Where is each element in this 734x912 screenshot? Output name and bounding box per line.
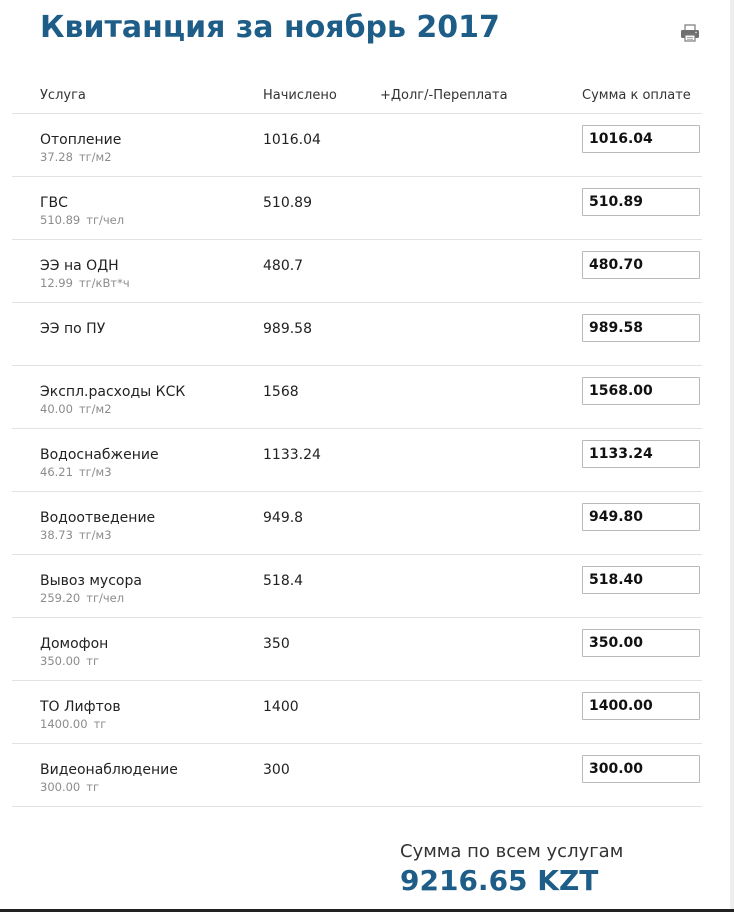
- sum-input[interactable]: [582, 755, 700, 783]
- service-name: Водоснабжение: [40, 447, 159, 463]
- table-row: [12, 177, 702, 240]
- charged-value: 1016.04: [263, 132, 321, 148]
- rate-unit: тг/м3: [78, 528, 112, 542]
- rate-unit: тг: [93, 717, 107, 731]
- charged-value: 949.8: [263, 510, 304, 526]
- charged-value: 350: [263, 636, 290, 652]
- service-name: ТО Лифтов: [40, 699, 121, 715]
- rate-value: 510.89: [40, 213, 81, 227]
- rate-unit: тг/чел: [86, 213, 125, 227]
- service-name: Отопление: [40, 132, 122, 148]
- rate-value: 1400.00: [40, 717, 88, 731]
- sum-input[interactable]: [582, 188, 700, 216]
- service-name: Видеонаблюдение: [40, 762, 178, 778]
- sum-input[interactable]: [582, 629, 700, 657]
- sum-input[interactable]: [582, 251, 700, 279]
- service-rate: [40, 213, 124, 227]
- header-service: Услуга: [40, 88, 86, 103]
- table-row: [12, 618, 702, 681]
- service-rate: [40, 717, 106, 731]
- table-row: [12, 681, 702, 744]
- rate-unit: тг: [86, 780, 99, 794]
- total-value: 9216.65 KZT: [400, 864, 599, 897]
- services-table: [12, 76, 702, 807]
- sum-input[interactable]: [582, 503, 700, 531]
- charged-value: 989.58: [263, 321, 312, 337]
- rate-value: 259.20: [40, 591, 81, 605]
- rate-value: 38.73: [40, 528, 73, 542]
- rate-value: 40.00: [40, 402, 73, 416]
- total-label: Сумма по всем услугам: [400, 841, 624, 862]
- sum-input[interactable]: [582, 125, 700, 153]
- service-rate: [40, 276, 130, 290]
- service-name: Вывоз мусора: [40, 573, 142, 589]
- rate-value: 12.99: [40, 276, 73, 290]
- rate-unit: тг/кВт*ч: [78, 276, 130, 290]
- table-row: [12, 303, 702, 366]
- sum-input[interactable]: [582, 566, 700, 594]
- page-edge: [730, 0, 734, 912]
- rate-value: 37.28: [40, 150, 73, 164]
- table-row: [12, 240, 702, 303]
- rate-unit: тг/м3: [78, 465, 112, 479]
- rate-value: 300.00: [40, 780, 81, 794]
- service-name: ЭЭ на ОДН: [40, 258, 119, 274]
- service-name: Домофон: [40, 636, 109, 652]
- charged-value: 1568: [263, 384, 299, 400]
- sum-input[interactable]: [582, 377, 700, 405]
- charged-value: 1133.24: [263, 447, 321, 463]
- service-name: ГВС: [40, 195, 68, 211]
- service-name: Водоотведение: [40, 510, 156, 526]
- charged-value: 480.7: [263, 258, 304, 274]
- table-row: [12, 114, 702, 177]
- header-debt: +Долг/-Переплата: [380, 88, 508, 103]
- table-row: [12, 744, 702, 807]
- charged-value: 300: [263, 762, 290, 778]
- rate-value: 350.00: [40, 654, 81, 668]
- service-rate: [40, 150, 112, 164]
- service-rate: [40, 465, 112, 479]
- header-sum: Сумма к оплате: [582, 88, 691, 103]
- charged-value: 1400: [263, 699, 299, 715]
- charged-value: 510.89: [263, 195, 312, 211]
- rate-unit: тг: [86, 654, 99, 668]
- table-row: [12, 492, 702, 555]
- service-rate: [40, 528, 112, 542]
- table-row: [12, 366, 702, 429]
- sum-input[interactable]: [582, 692, 700, 720]
- printer-icon[interactable]: [680, 24, 700, 42]
- rate-value: 46.21: [40, 465, 73, 479]
- header-charged: Начислено: [263, 88, 337, 103]
- table-row: [12, 555, 702, 618]
- charged-value: 518.4: [263, 573, 304, 589]
- sum-input[interactable]: [582, 440, 700, 468]
- service-name: ЭЭ по ПУ: [40, 321, 106, 337]
- rate-unit: тг/чел: [86, 591, 125, 605]
- service-rate: [40, 780, 99, 794]
- rate-unit: тг/м2: [78, 150, 112, 164]
- service-rate: [40, 654, 99, 668]
- table-header: [12, 76, 702, 114]
- service-rate: [40, 591, 124, 605]
- rate-unit: тг/м2: [78, 402, 112, 416]
- sum-input[interactable]: [582, 314, 700, 342]
- page-title: Квитанция за ноябрь 2017: [40, 10, 500, 45]
- table-row: [12, 429, 702, 492]
- service-rate: [40, 402, 112, 416]
- service-name: Экспл.расходы КСК: [40, 384, 186, 400]
